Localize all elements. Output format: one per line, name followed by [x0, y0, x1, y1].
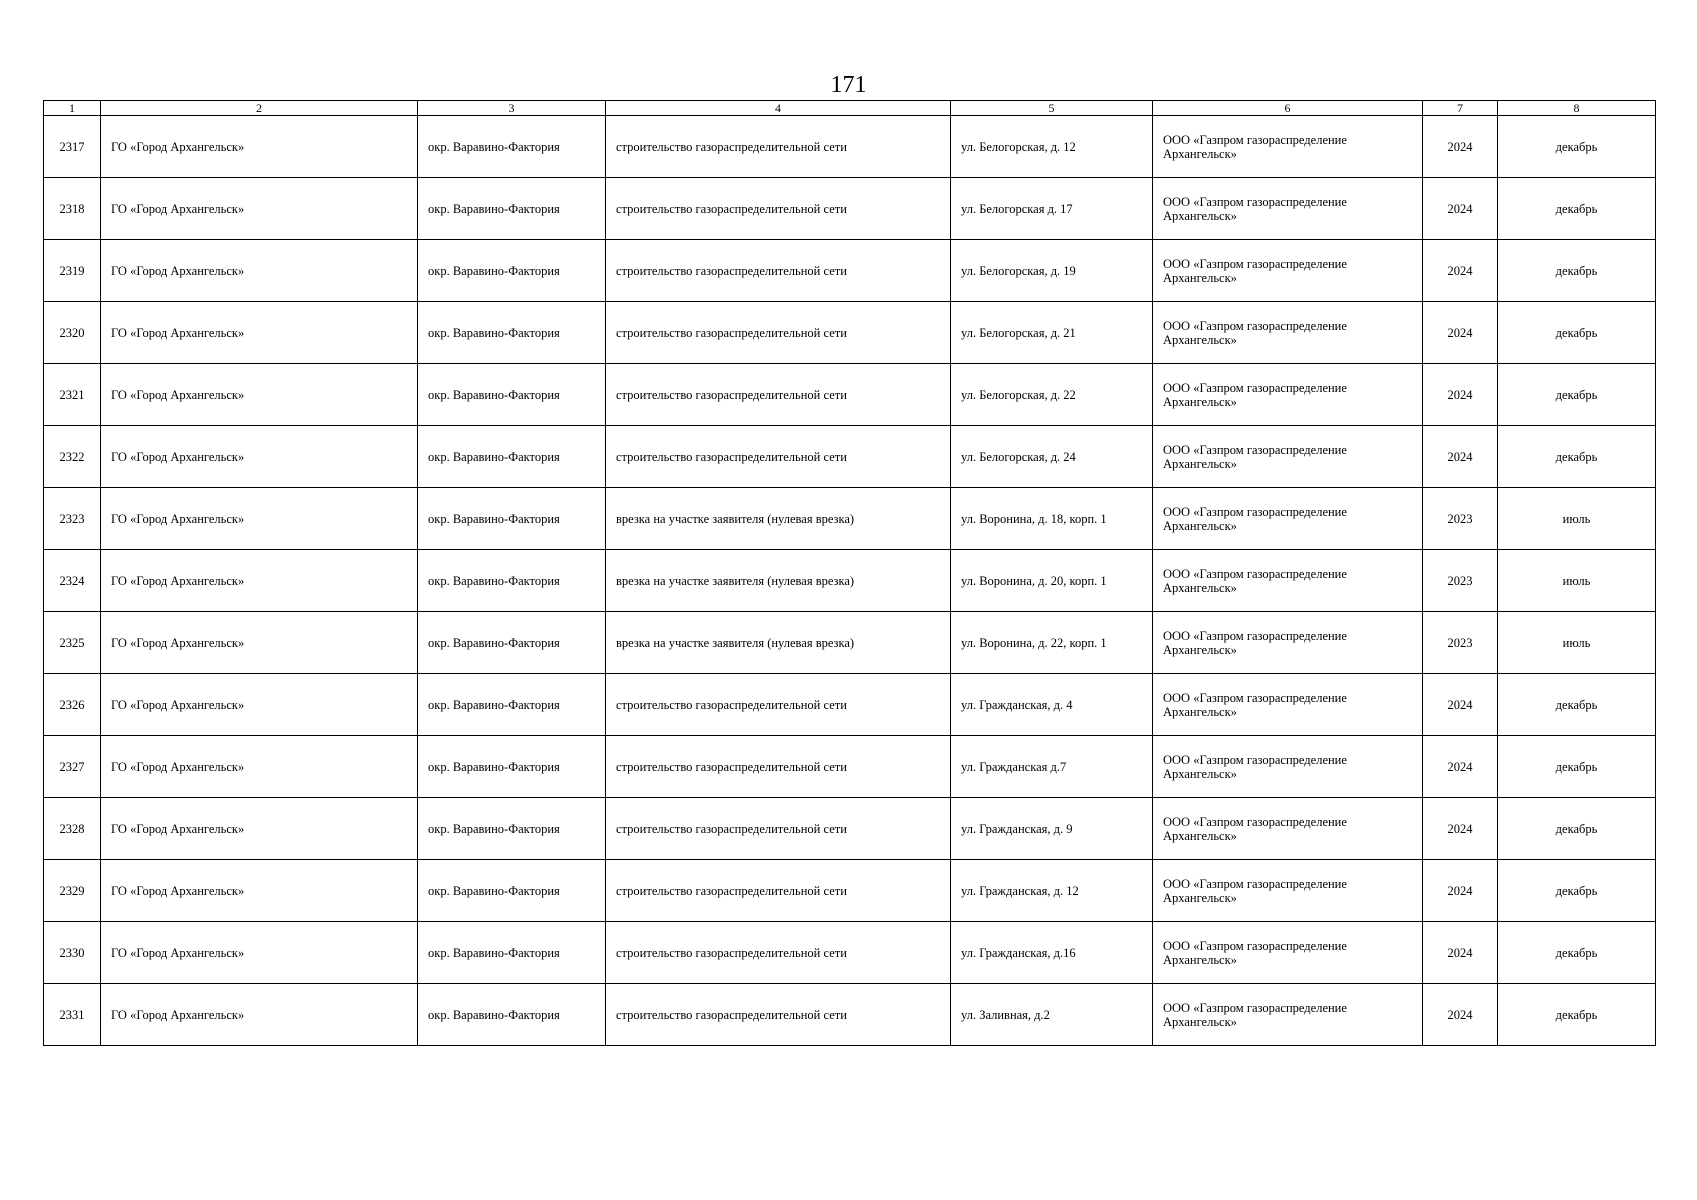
organization-cell: ООО «Газпром газораспределение Архангельск» [1153, 736, 1423, 798]
row-number-cell: 2327 [44, 736, 101, 798]
municipality-cell: ГО «Город Архангельск» [101, 302, 418, 364]
district-cell: окр. Варавино-Фактория [418, 612, 606, 674]
year-cell: 2024 [1423, 984, 1498, 1046]
district-cell: окр. Варавино-Фактория [418, 426, 606, 488]
year-cell: 2024 [1423, 240, 1498, 302]
table-row [44, 922, 1656, 984]
year-cell: 2024 [1423, 178, 1498, 240]
table-row [44, 178, 1656, 240]
work-type-cell: строительство газораспределительной сети [606, 364, 951, 426]
table-row [44, 736, 1656, 798]
municipality-cell: ГО «Город Архангельск» [101, 860, 418, 922]
work-type-cell: строительство газораспределительной сети [606, 302, 951, 364]
year-cell: 2024 [1423, 674, 1498, 736]
district-cell: окр. Варавино-Фактория [418, 860, 606, 922]
row-number-cell: 2329 [44, 860, 101, 922]
address-cell: ул. Гражданская, д. 4 [951, 674, 1153, 736]
organization-cell: ООО «Газпром газораспределение Архангельск» [1153, 798, 1423, 860]
data-table [43, 100, 1656, 1046]
row-number-cell: 2328 [44, 798, 101, 860]
table-row [44, 240, 1656, 302]
work-type-cell: строительство газораспределительной сети [606, 922, 951, 984]
address-cell: ул. Белогорская, д. 12 [951, 116, 1153, 178]
municipality-cell: ГО «Город Архангельск» [101, 550, 418, 612]
address-cell: ул. Белогорская, д. 21 [951, 302, 1153, 364]
municipality-cell: ГО «Город Архангельск» [101, 922, 418, 984]
work-type-cell: врезка на участке заявителя (нулевая врезка) [606, 612, 951, 674]
work-type-cell: строительство газораспределительной сети [606, 116, 951, 178]
month-cell: декабрь [1498, 116, 1656, 178]
table-row [44, 426, 1656, 488]
year-cell: 2023 [1423, 612, 1498, 674]
address-cell: ул. Воронина, д. 22, корп. 1 [951, 612, 1153, 674]
address-cell: ул. Белогорская, д. 19 [951, 240, 1153, 302]
month-cell: июль [1498, 488, 1656, 550]
work-type-cell: строительство газораспределительной сети [606, 674, 951, 736]
year-cell: 2023 [1423, 488, 1498, 550]
work-type-cell: строительство газораспределительной сети [606, 736, 951, 798]
municipality-cell: ГО «Город Архангельск» [101, 798, 418, 860]
municipality-cell: ГО «Город Архангельск» [101, 612, 418, 674]
column-header: 2 [101, 101, 418, 116]
column-header: 8 [1498, 101, 1656, 116]
municipality-cell: ГО «Город Архангельск» [101, 364, 418, 426]
row-number-cell: 2317 [44, 116, 101, 178]
address-cell: ул. Воронина, д. 20, корп. 1 [951, 550, 1153, 612]
column-number-row [44, 101, 1656, 116]
district-cell: окр. Варавино-Фактория [418, 674, 606, 736]
organization-cell: ООО «Газпром газораспределение Архангельск» [1153, 240, 1423, 302]
month-cell: декабрь [1498, 240, 1656, 302]
column-header: 1 [44, 101, 101, 116]
row-number-cell: 2323 [44, 488, 101, 550]
row-number-cell: 2321 [44, 364, 101, 426]
month-cell: декабрь [1498, 736, 1656, 798]
table-row [44, 860, 1656, 922]
address-cell: ул. Воронина, д. 18, корп. 1 [951, 488, 1153, 550]
month-cell: июль [1498, 550, 1656, 612]
column-header: 5 [951, 101, 1153, 116]
row-number-cell: 2326 [44, 674, 101, 736]
table-row [44, 116, 1656, 178]
column-header: 3 [418, 101, 606, 116]
work-type-cell: строительство газораспределительной сети [606, 798, 951, 860]
municipality-cell: ГО «Город Архангельск» [101, 240, 418, 302]
municipality-cell: ГО «Город Архангельск» [101, 426, 418, 488]
table-row [44, 674, 1656, 736]
organization-cell: ООО «Газпром газораспределение Архангельск» [1153, 364, 1423, 426]
year-cell: 2024 [1423, 860, 1498, 922]
organization-cell: ООО «Газпром газораспределение Архангельск» [1153, 178, 1423, 240]
district-cell: окр. Варавино-Фактория [418, 364, 606, 426]
year-cell: 2023 [1423, 550, 1498, 612]
address-cell: ул. Гражданская, д. 12 [951, 860, 1153, 922]
municipality-cell: ГО «Город Архангельск» [101, 488, 418, 550]
year-cell: 2024 [1423, 364, 1498, 426]
table-body [44, 116, 1656, 1046]
municipality-cell: ГО «Город Архангельск» [101, 736, 418, 798]
row-number-cell: 2330 [44, 922, 101, 984]
address-cell: ул. Белогорская, д. 24 [951, 426, 1153, 488]
year-cell: 2024 [1423, 922, 1498, 984]
work-type-cell: строительство газораспределительной сети [606, 984, 951, 1046]
work-type-cell: строительство газораспределительной сети [606, 426, 951, 488]
row-number-cell: 2322 [44, 426, 101, 488]
address-cell: ул. Заливная, д.2 [951, 984, 1153, 1046]
year-cell: 2024 [1423, 116, 1498, 178]
month-cell: декабрь [1498, 922, 1656, 984]
year-cell: 2024 [1423, 426, 1498, 488]
organization-cell: ООО «Газпром газораспределение Архангельск» [1153, 550, 1423, 612]
organization-cell: ООО «Газпром газораспределение Архангельск» [1153, 116, 1423, 178]
organization-cell: ООО «Газпром газораспределение Архангельск» [1153, 922, 1423, 984]
district-cell: окр. Варавино-Фактория [418, 550, 606, 612]
month-cell: декабрь [1498, 984, 1656, 1046]
municipality-cell: ГО «Город Архангельск» [101, 984, 418, 1046]
year-cell: 2024 [1423, 302, 1498, 364]
work-type-cell: врезка на участке заявителя (нулевая врезка) [606, 488, 951, 550]
month-cell: декабрь [1498, 674, 1656, 736]
month-cell: декабрь [1498, 798, 1656, 860]
year-cell: 2024 [1423, 798, 1498, 860]
district-cell: окр. Варавино-Фактория [418, 116, 606, 178]
municipality-cell: ГО «Город Архангельск» [101, 116, 418, 178]
organization-cell: ООО «Газпром газораспределение Архангельск» [1153, 488, 1423, 550]
municipality-cell: ГО «Город Архангельск» [101, 178, 418, 240]
address-cell: ул. Гражданская д.7 [951, 736, 1153, 798]
month-cell: декабрь [1498, 860, 1656, 922]
month-cell: декабрь [1498, 302, 1656, 364]
organization-cell: ООО «Газпром газораспределение Архангельск» [1153, 984, 1423, 1046]
table-row [44, 984, 1656, 1046]
organization-cell: ООО «Газпром газораспределение Архангельск» [1153, 426, 1423, 488]
district-cell: окр. Варавино-Фактория [418, 240, 606, 302]
row-number-cell: 2324 [44, 550, 101, 612]
organization-cell: ООО «Газпром газораспределение Архангельск» [1153, 674, 1423, 736]
address-cell: ул. Гражданская, д. 9 [951, 798, 1153, 860]
column-header: 7 [1423, 101, 1498, 116]
month-cell: декабрь [1498, 364, 1656, 426]
year-cell: 2024 [1423, 736, 1498, 798]
column-header: 6 [1153, 101, 1423, 116]
row-number-cell: 2331 [44, 984, 101, 1046]
work-type-cell: строительство газораспределительной сети [606, 178, 951, 240]
district-cell: окр. Варавино-Фактория [418, 922, 606, 984]
month-cell: декабрь [1498, 426, 1656, 488]
table-row [44, 488, 1656, 550]
table-row [44, 798, 1656, 860]
table-row [44, 550, 1656, 612]
row-number-cell: 2318 [44, 178, 101, 240]
district-cell: окр. Варавино-Фактория [418, 736, 606, 798]
organization-cell: ООО «Газпром газораспределение Архангельск» [1153, 860, 1423, 922]
month-cell: декабрь [1498, 178, 1656, 240]
row-number-cell: 2325 [44, 612, 101, 674]
work-type-cell: врезка на участке заявителя (нулевая врезка) [606, 550, 951, 612]
work-type-cell: строительство газораспределительной сети [606, 860, 951, 922]
month-cell: июль [1498, 612, 1656, 674]
row-number-cell: 2320 [44, 302, 101, 364]
district-cell: окр. Варавино-Фактория [418, 178, 606, 240]
table-row [44, 302, 1656, 364]
work-type-cell: строительство газораспределительной сети [606, 240, 951, 302]
table-row [44, 612, 1656, 674]
district-cell: окр. Варавино-Фактория [418, 488, 606, 550]
address-cell: ул. Белогорская, д. 22 [951, 364, 1153, 426]
column-header: 4 [606, 101, 951, 116]
organization-cell: ООО «Газпром газораспределение Архангельск» [1153, 302, 1423, 364]
municipality-cell: ГО «Город Архангельск» [101, 674, 418, 736]
page-number: 171 [830, 72, 867, 98]
district-cell: окр. Варавино-Фактория [418, 798, 606, 860]
row-number-cell: 2319 [44, 240, 101, 302]
district-cell: окр. Варавино-Фактория [418, 302, 606, 364]
table-row [44, 364, 1656, 426]
address-cell: ул. Белогорская д. 17 [951, 178, 1153, 240]
district-cell: окр. Варавино-Фактория [418, 984, 606, 1046]
organization-cell: ООО «Газпром газораспределение Архангельск» [1153, 612, 1423, 674]
address-cell: ул. Гражданская, д.16 [951, 922, 1153, 984]
